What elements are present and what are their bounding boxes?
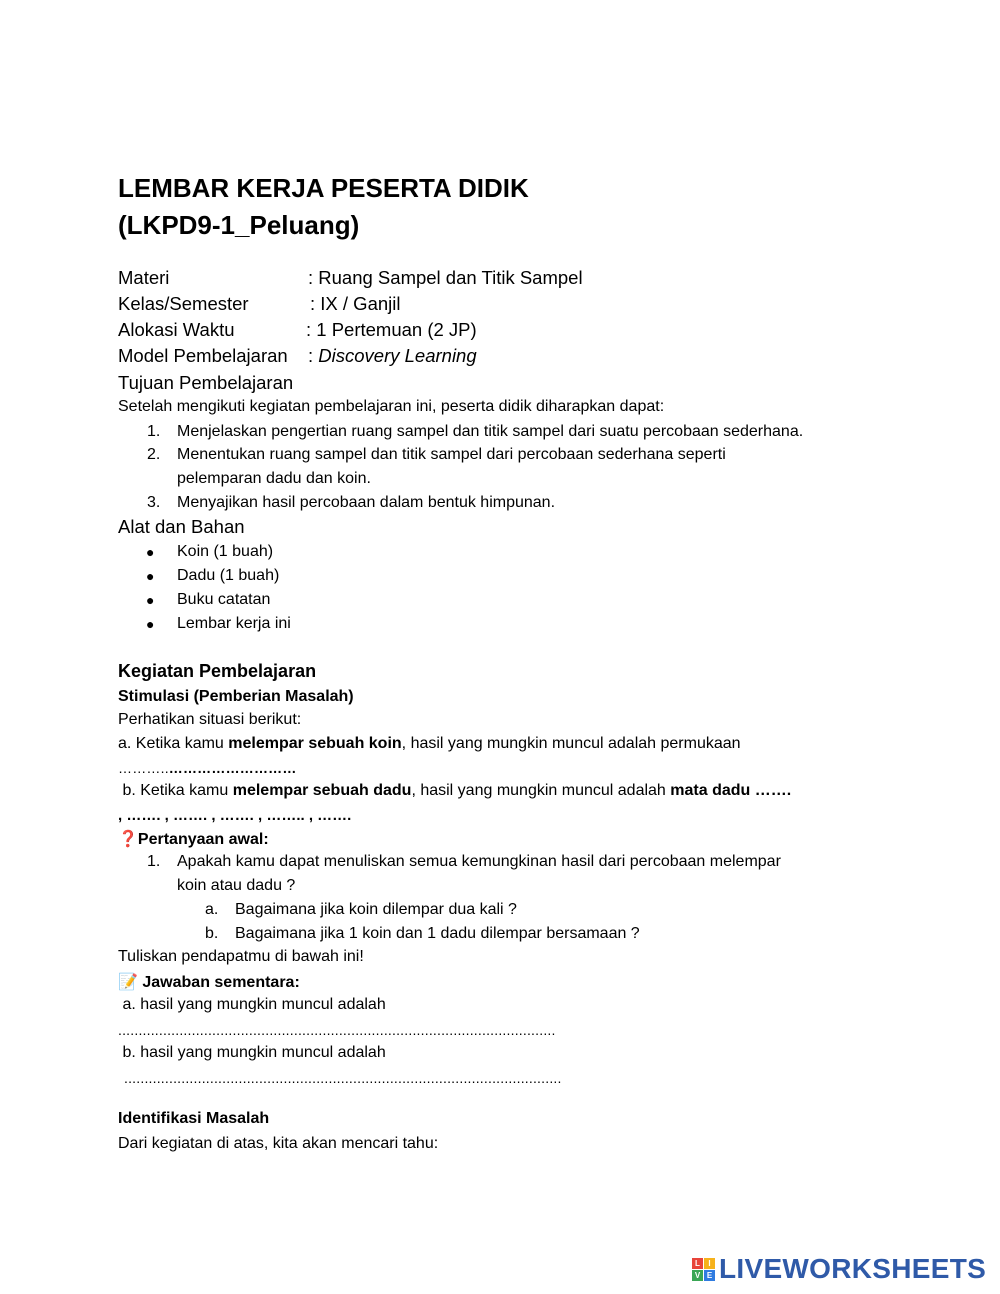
liveworksheets-logo-icon [692,1258,715,1281]
meta-value: : 1 Pertemuan (2 JP) [306,319,477,340]
blank-dots-bold: ……………………… [168,760,297,776]
jawaban-heading-text: Jawaban sementara: [142,974,300,991]
document-title [118,170,529,244]
tujuan-item-text: Menentukan ruang sampel dan titik sampel dari percobaan sederhana seperti [177,446,726,463]
alat-item: Lembar kerja ini [177,615,291,632]
situasi-a-suffix: , hasil yang mungkin muncul adalah permukaan [401,735,741,752]
jawaban-a-label: a. hasil yang mungkin muncul adalah [118,996,386,1013]
tujuan-item-number: 3. [147,494,161,511]
stimulasi-intro: Perhatikan situasi berikut: [118,711,302,728]
meta-value-italic: Discovery Learning [318,345,477,366]
liveworksheets-logo[interactable] [692,1254,986,1284]
memo-icon: 📝 [118,974,138,991]
liveworksheets-brand-name: LIVEWORKSHEETS [719,1253,987,1284]
tujuan-item-number: 2. [147,446,161,463]
situasi-a-bold: melempar sebuah koin [228,735,402,752]
tujuan-item-text: Menjelaskan pengertian ruang sampel dan titik sampel dari suatu percobaan sederhana. [177,423,804,440]
sub-question-text: Bagaimana jika 1 koin dan 1 dadu dilempar bersamaan ? [235,925,640,942]
alat-heading: Alat dan Bahan [118,516,245,537]
meta-key: Materi [118,267,170,288]
situasi-a [118,735,741,753]
identifikasi-heading: Identifikasi Masalah [118,1110,270,1127]
situasi-a-prefix: a. Ketika kamu [118,735,229,752]
sub-question-number: b. [205,925,219,942]
pertanyaan-heading [118,829,269,849]
bullet-icon: ● [146,544,155,560]
situasi-b-blank: , ……. , ……. , ……. , …….. , ……. [118,807,352,824]
tuliskan-instruction: Tuliskan pendapatmu di bawah ini! [118,948,364,965]
meta-value: : Ruang Sampel dan Titik Sampel [308,267,583,288]
pertanyaan-heading-text: Pertanyaan awal: [137,831,269,848]
identifikasi-text: Dari kegiatan di atas, kita akan mencari tahu: [118,1135,439,1152]
jawaban-a-blank[interactable]: ........................................................................................................... [118,1022,556,1038]
situasi-b-bold2: mata dadu ……. [670,782,792,799]
meta-value [308,345,477,367]
blank-dots: ……….. [118,760,169,776]
sub-question-text: Bagaimana jika koin dilempar dua kali ? [235,901,517,918]
tujuan-item-number: 1. [147,423,161,440]
tujuan-heading: Tujuan Pembelajaran [118,372,294,393]
situasi-b-prefix: b. Ketika kamu [118,782,233,799]
title-line-1: LEMBAR KERJA PESERTA DIDIK [118,173,529,203]
alat-item: Koin (1 buah) [177,543,274,560]
situasi-b [118,782,791,800]
tujuan-item-text: Menyajikan hasil percobaan dalam bentuk himpunan. [177,494,556,511]
question-mark-icon: ❓ [118,831,138,848]
tujuan-item-text-cont: pelemparan dadu dan koin. [177,470,371,487]
jawaban-b-blank[interactable]: ........................................................................................................... [124,1070,562,1086]
pertanyaan-number: 1. [147,853,161,870]
tujuan-intro: Setelah mengikuti kegiatan pembelajaran ini, peserta didik diharapkan dapat: [118,398,665,415]
jawaban-b-label: b. hasil yang mungkin muncul adalah [118,1044,386,1061]
kegiatan-heading: Kegiatan Pembelajaran [118,661,317,681]
logo-letter: E [704,1270,715,1281]
sub-question-number: a. [205,901,219,918]
title-line-2: (LKPD9-1_Peluang) [118,210,360,240]
logo-letter: V [692,1270,703,1281]
jawaban-heading [118,972,300,992]
alat-item: Dadu (1 buah) [177,567,280,584]
meta-key: Alokasi Waktu [118,319,235,340]
alat-item: Buku catatan [177,591,271,608]
situasi-b-bold: melempar sebuah dadu [232,782,412,799]
pertanyaan-text: Apakah kamu dapat menuliskan semua kemungkinan hasil dari percobaan melempar [177,853,781,870]
bullet-icon: ● [146,616,155,632]
meta-value: : IX / Ganjil [310,293,401,314]
stimulasi-heading: Stimulasi (Pemberian Masalah) [118,688,354,705]
bullet-icon: ● [146,568,155,584]
situasi-a-blank [118,760,297,776]
pertanyaan-text-cont: koin atau dadu ? [177,877,296,894]
meta-key: Model Pembelajaran [118,345,288,366]
meta-key: Kelas/Semester [118,293,249,314]
logo-letter: L [692,1258,703,1269]
logo-letter: I [704,1258,715,1269]
meta-value-prefix: : [308,345,319,366]
situasi-b-suffix: , hasil yang mungkin muncul adalah [411,782,671,799]
bullet-icon: ● [146,592,155,608]
